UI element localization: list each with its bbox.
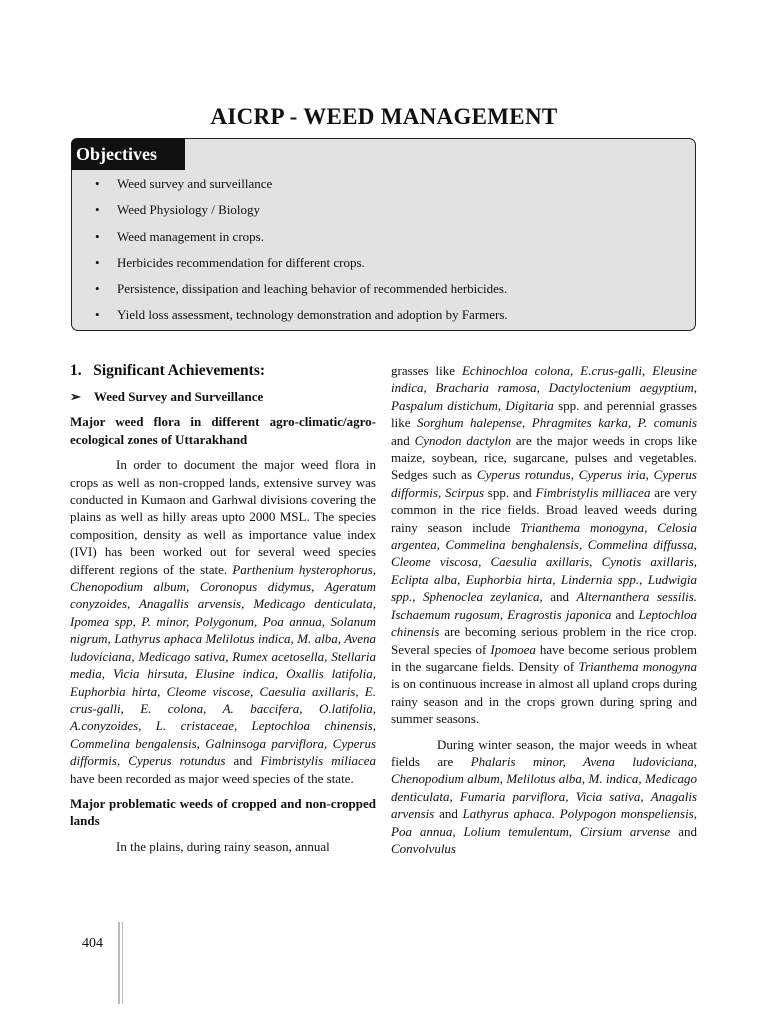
text-run: have been recorded as major weed species of the state. (70, 770, 354, 786)
species-name: Leptochloa chinensis (391, 606, 697, 640)
weed-flora-heading: Major weed flora in different agro-climatic/agro-ecological zones of Uttarakhand (70, 414, 376, 447)
text-run: are the major weeds in crops like maize, soybean, rice, sugarcane, pulses and vegetables. Sedges such as (391, 432, 697, 483)
text-run: , (693, 806, 697, 822)
species-name: Trianthema monogyna, Celosia argentea, Commelina benghalensis, Commelina diffussa (391, 519, 697, 553)
species-name: Vicia sativa (575, 788, 641, 804)
arrow-bullet-icon: ➢ (70, 389, 81, 404)
text-run: , (693, 537, 697, 553)
text-run: have become serious problem in the sugarcane fields. Density of (391, 641, 697, 674)
species-name: Caesulia axillaris, Cynotis axillaris, Eclipta alba, Euphorbia hirta, Lindernia spp., Ludwigia spp., Sphenoclea zeylanica, (391, 554, 698, 605)
text-run: and (670, 823, 697, 839)
margin-rule (118, 922, 123, 1004)
text-run: , (536, 380, 549, 396)
text-run: During winter season, the major weeds in wheat fields are (391, 736, 697, 769)
species-name: Scirpus (445, 484, 485, 500)
objective-item: • Weed survey and surveillance (72, 174, 508, 200)
text-run: , (640, 788, 651, 804)
text-run: and (434, 806, 463, 822)
winter-season-paragraph (391, 736, 697, 858)
text-run: , (627, 415, 638, 431)
subsection-heading: ➢ Weed Survey and Surveillance (70, 389, 264, 404)
left-column (70, 362, 376, 863)
species-name: Fimbristylis miliacea (260, 753, 376, 769)
bullet-icon: • (95, 176, 100, 191)
objective-item: • Persistence, dissipation and leaching behavior of recommended herbicides. (72, 279, 508, 305)
right-column (391, 362, 697, 865)
text-run: , (423, 380, 436, 396)
objectives-list (72, 174, 508, 332)
species-name: Trianthema monogyna (578, 658, 697, 674)
text-run: and (225, 753, 261, 769)
text-run: , (645, 467, 654, 483)
species-name: Phragmites karka (531, 415, 628, 431)
objectives-box (71, 138, 696, 331)
species-name: Cyperus iria (578, 467, 646, 483)
text-run: , (522, 415, 532, 431)
species-name: Anagalis arvensis (391, 788, 698, 822)
species-name: Cleome viscosa (391, 554, 479, 570)
objective-item: • Weed Physiology / Biology (72, 200, 508, 226)
text-run: , (693, 380, 698, 396)
species-name: Phalaris minor, Avena ludoviciana, Chenopodium album, Melilotus alba, M. indica, Medicago denticulata (391, 753, 697, 804)
text-run: , (497, 397, 506, 413)
text-run: is on continuous increase in almost all upland crops during rainy season and in the crops grown during spring and summer seasons. (391, 676, 697, 727)
text-run: , (642, 363, 653, 378)
species-name: Fimbristylis milliacea (535, 484, 651, 500)
species-name: Convolvulus (391, 840, 456, 856)
species-name: Poa annua (391, 823, 453, 839)
species-name: Bracharia ramosa (435, 380, 537, 396)
species-name: Sorghum halepense (417, 415, 523, 431)
page-title: AICRP - WEED MANAGEMENT (210, 104, 558, 129)
text-run: , (568, 823, 581, 839)
species-name: Ipomoea (490, 641, 536, 657)
species-name: Alternanthera sessilis. Ischaemum rugosum, Eragrostis japonica (391, 589, 697, 622)
species-name: Lolium temulentum (463, 823, 569, 839)
text-run: , (478, 554, 491, 570)
bullet-icon: • (95, 281, 100, 297)
text-run: , (570, 467, 579, 483)
species-name: Lathyrus aphaca. Polypogon monspeliensis (462, 806, 694, 822)
text-run: , (570, 363, 581, 378)
species-name: Cirsium arvense (580, 823, 671, 839)
text-run: In order to document the major weed flora in crops as well as non-cropped lands, extensive survey was conducted in Kumaon and Garhwal divisions covering the plains as well as hilly areas upto 2000 MSL. The species composition, density as well as importance value index (IVI) has been worked out for several weed species different regions of the state. (70, 457, 376, 577)
text-run: are becoming serious problem in the rice crop. Several species of (391, 624, 697, 657)
page-number: 404 (82, 936, 103, 951)
text-run: spp. and (484, 484, 536, 500)
text-run: and (542, 589, 577, 605)
species-name: Digitaria (505, 397, 554, 413)
objective-item: • Yield loss assessment, technology demonstration and adoption by Farmers. (72, 305, 508, 331)
species-name: P. comunis (637, 415, 698, 431)
text-run: , (437, 484, 446, 500)
bullet-icon: • (95, 254, 100, 270)
bullet-icon: • (95, 307, 100, 323)
species-name: Cyperus difformis (391, 467, 697, 500)
objective-item: • Weed management in crops. (72, 227, 508, 253)
species-name: Cynodon dactylon (414, 432, 512, 448)
bullet-icon: • (95, 228, 100, 244)
objectives-heading: Objectives (71, 138, 185, 170)
text-run: , (449, 788, 460, 804)
plains-paragraph-continued (391, 362, 697, 728)
species-name: Dactyloctenium aegyptium (548, 380, 694, 396)
bullet-icon: • (95, 202, 100, 218)
species-name: E.crus-galli (580, 363, 643, 378)
species-name: Parthenium hysterophorus, Chenopodium album, Coronopus didymus, Ageratum conyzoides, Anagallis arvensis, Medicago denticulata, Ipomea spp, P. minor, Polygonum, Poa annua, Solanum nigrum, Lathyrus aphaca Melilotus indica, M. alba, Avena ludoviciana, Medicago sativa, Rumex acetosella, Stellaria media, Vicia hirsuta, Elusine indica, Oxallis latifolia, Euphorbia hirta, Cleome viscose, Caesulia axillaris, E. crus-galli, E. colona, A. baccifera, O.latifolia, A.conyzoides, L. cristaceae, Leptochloa chinensis, Commelina bengalensis, Galninsoga parviflora, Cyperus difformis, Cyperus rotundus (70, 561, 376, 769)
weed-flora-paragraph (70, 456, 376, 787)
species-name: Fumaria parviflora (459, 788, 566, 804)
species-name: Eleusine indica (391, 363, 697, 396)
species-name: Cyperus rotundus (476, 467, 571, 483)
text-run: and (391, 432, 415, 448)
problematic-weeds-heading: Major problematic weeds of cropped and non-cropped lands (70, 795, 376, 829)
text-run: , (565, 788, 576, 804)
text-run: grasses like (391, 363, 462, 378)
text-run: spp. and perennial grasses like (391, 397, 697, 431)
section-heading: 1. Significant Achievements: (70, 362, 266, 379)
objective-item: • Herbicides recommendation for different crops. (72, 253, 508, 279)
species-name: Echinochloa colona (461, 363, 571, 378)
text-run: , (452, 823, 464, 839)
plains-paragraph-start: In the plains, during rainy season, annual (116, 838, 330, 854)
text-run: are very common in the rice fields. Broad leaved weeds during rainy season include (391, 484, 697, 535)
text-run: and (611, 606, 639, 622)
species-name: Paspalum distichum (391, 397, 498, 413)
